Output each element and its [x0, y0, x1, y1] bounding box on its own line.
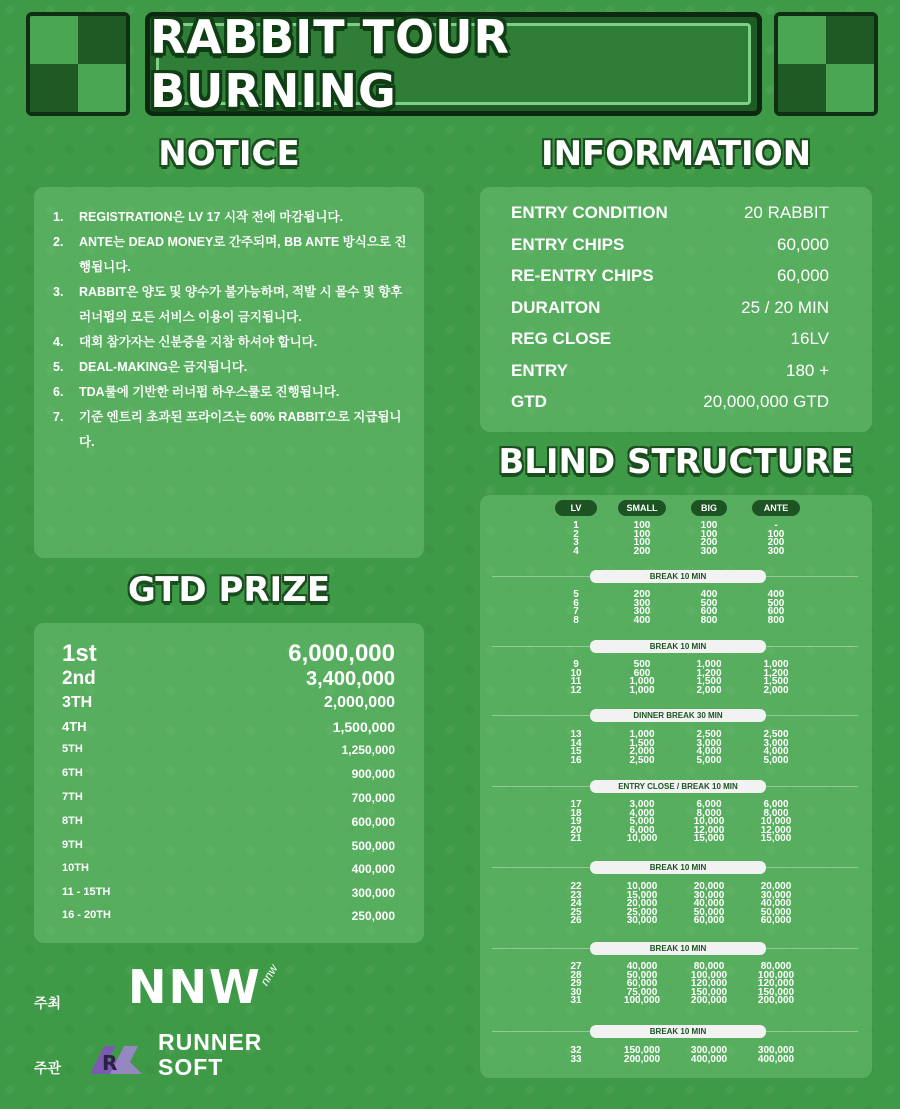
- blind-cell: 25,000: [626, 906, 658, 918]
- blind-cell: 14: [570, 737, 582, 749]
- blind-cell: 400,000: [757, 1053, 795, 1065]
- blind-cell: 100: [633, 520, 651, 531]
- notice-item-number: 5.: [53, 360, 64, 374]
- information-key: ENTRY: [511, 360, 568, 380]
- blind-break-label: ENTRY CLOSE / BREAK 10 MIN: [590, 780, 766, 793]
- blind-cell: 2: [573, 528, 579, 540]
- title-banner: [145, 12, 762, 116]
- blind-cell: 60,000: [760, 915, 792, 927]
- prize-amount: 400,000: [351, 862, 395, 876]
- runnersoft-line1: RUNNER: [158, 1029, 263, 1055]
- information-value: 20,000,000 GTD: [703, 392, 829, 411]
- blind-cell: 23: [570, 889, 582, 901]
- runnersoft-logo-icon: [86, 1040, 146, 1080]
- blind-cell: 6,000: [763, 799, 789, 810]
- notice-item: [53, 280, 413, 330]
- notice-item-text: RABBIT은 양도 및 양수가 불가능하며, 적발 시 몰수 및 향후 러너펍의 모든 서비스 이용이 금지됩니다.: [79, 285, 403, 324]
- prize-row: [62, 640, 395, 668]
- blind-cell: 120,000: [690, 978, 728, 990]
- blind-cell: 33: [570, 1053, 582, 1065]
- information-heading: INFORMATION: [540, 134, 812, 174]
- information-key: ENTRY CHIPS: [511, 234, 625, 254]
- blind-cell: 1,000: [763, 659, 789, 670]
- blind-break-label: BREAK 10 MIN: [590, 640, 766, 653]
- notice-item: [53, 355, 413, 380]
- blind-cell: 150,000: [623, 1045, 661, 1056]
- blind-cell: 16: [570, 754, 582, 766]
- information-key: ENTRY CONDITION: [511, 203, 668, 222]
- information-row: [511, 235, 829, 255]
- blind-cell: 31: [570, 995, 582, 1007]
- notice-item-text: DEAL-MAKING은 금지됩니다.: [79, 360, 248, 374]
- blind-cell: 4,000: [696, 746, 722, 758]
- blind-cell: 10: [570, 667, 582, 679]
- information-key: REG CLOSE: [511, 329, 612, 348]
- blind-header-cell: ANTE: [752, 500, 800, 516]
- blind-cell: 10,000: [626, 881, 658, 892]
- blind-cell: 1,200: [763, 667, 789, 679]
- blind-cell: 27: [570, 961, 582, 972]
- blind-cell: 300,000: [690, 1045, 728, 1056]
- prize-place: 2nd: [62, 668, 96, 689]
- prize-row: [62, 694, 395, 712]
- blind-cell: 400: [700, 589, 718, 600]
- blind-cell: 2,000: [763, 684, 789, 696]
- blind-cell: 40,000: [760, 898, 792, 910]
- notice-item-text: TDA룰에 기반한 러너펍 하우스룰로 진행됩니다.: [79, 385, 340, 399]
- prize-amount: 300,000: [351, 886, 395, 900]
- blind-cell: 19: [570, 816, 582, 828]
- blind-cell: 15,000: [760, 833, 792, 845]
- prize-place: 5TH: [62, 743, 83, 755]
- notice-item-text: 기준 엔트리 초과된 프라이즈는 60% RABBIT으로 지급됩니다.: [79, 410, 402, 449]
- prize-amount: 700,000: [351, 791, 395, 805]
- blind-cell: 80,000: [693, 961, 725, 972]
- blind-cell: 120,000: [757, 978, 795, 990]
- blind-cell: 10,000: [760, 816, 792, 828]
- page-title: RABBIT TOUR BURNING: [150, 10, 510, 118]
- blind-cell: 13: [570, 729, 582, 740]
- information-value: 20 RABBIT: [743, 203, 829, 222]
- blind-cell: 100: [700, 520, 718, 531]
- blind-cell: 8: [573, 614, 579, 626]
- blind-cell: 20,000: [760, 881, 792, 892]
- blind-cell: 20,000: [626, 898, 658, 910]
- blind-cell: 3,000: [763, 737, 789, 749]
- prize-place: 6TH: [62, 767, 83, 779]
- blind-cell: 6,000: [696, 799, 722, 810]
- prize-amount: 3,400,000: [306, 668, 395, 690]
- checker-logo-left: [26, 12, 130, 116]
- blind-cell: 30,000: [626, 915, 658, 927]
- blind-cell: 600: [633, 667, 651, 679]
- blind-cell: 4,000: [629, 807, 655, 819]
- blind-cell: 7: [573, 606, 579, 618]
- svg-text:R: R: [102, 1051, 118, 1075]
- prize-row: [62, 886, 395, 900]
- notice-item: [53, 230, 413, 280]
- blind-cell: 12: [570, 684, 582, 696]
- blind-cell: 25: [570, 906, 582, 918]
- nnw-logo-text: NNW: [128, 960, 262, 1014]
- blind-cell: 100: [633, 528, 651, 540]
- blind-cell: 3,000: [629, 799, 655, 810]
- prize-row: [62, 719, 395, 735]
- blind-cell: 5,000: [629, 816, 655, 828]
- prize-place: 4TH: [62, 719, 87, 734]
- notice-item-number: 6.: [53, 385, 64, 399]
- blind-cell: 15,000: [693, 833, 725, 845]
- information-value: 16LV: [790, 329, 829, 348]
- blind-cell: 1,500: [763, 676, 789, 688]
- blind-cell: 50,000: [760, 906, 792, 918]
- blind-cell: 200,000: [623, 1053, 661, 1065]
- blind-cell: 400: [767, 589, 785, 600]
- prize-amount: 600,000: [351, 815, 395, 829]
- blind-cell: 100: [633, 537, 651, 549]
- blind-cell: 200: [633, 545, 651, 557]
- blind-header-cell: LV: [555, 500, 597, 516]
- information-row: [511, 392, 829, 412]
- blind-cell: 22: [570, 881, 582, 892]
- nnw-logo-subtext: nnw: [257, 961, 281, 989]
- blind-cell: 300,000: [757, 1045, 795, 1056]
- blind-cell: 17: [570, 799, 582, 810]
- notice-item-text: ANTE는 DEAD MONEY로 간주되며, BB ANTE 방식으로 진행됩니다.: [79, 235, 407, 274]
- blind-cell: 9: [573, 659, 579, 670]
- blind-cell: 300: [633, 597, 651, 609]
- blind-cell: 10,000: [626, 833, 658, 845]
- blind-cell: 100: [700, 528, 718, 540]
- blind-cell: 20: [570, 824, 582, 836]
- prize-place: 16 - 20TH: [62, 909, 111, 921]
- runnersoft-line2: SOFT: [158, 1054, 224, 1080]
- blind-cell: 400: [633, 614, 651, 626]
- prize-amount: 6,000,000: [288, 640, 395, 667]
- information-value: 60,000: [777, 266, 829, 285]
- blind-cell: 60,000: [626, 978, 658, 990]
- prize-row: [62, 791, 395, 805]
- information-key: DURAITON: [511, 297, 601, 317]
- information-row: [511, 329, 829, 349]
- prize-amount: 1,500,000: [332, 719, 395, 735]
- blind-cell: 10,000: [693, 816, 725, 828]
- blind-cell: 500: [700, 597, 718, 609]
- prize-place: 9TH: [62, 839, 83, 851]
- notice-item-number: 7.: [53, 410, 64, 424]
- information-row: [511, 298, 829, 318]
- blind-cell: 1,000: [696, 659, 722, 670]
- blind-cell: 150,000: [690, 986, 728, 998]
- blind-cell: 2,000: [629, 746, 655, 758]
- checker-logo-right: [774, 12, 878, 116]
- blind-cell: 200: [633, 589, 651, 600]
- host-label: 주최: [34, 995, 62, 1011]
- blind-cell: 800: [700, 614, 718, 626]
- blind-cell: 80,000: [760, 961, 792, 972]
- blind-cell: 400,000: [690, 1053, 728, 1065]
- blind-cell: 40,000: [626, 961, 658, 972]
- notice-item: [53, 205, 413, 230]
- blind-cell: 2,500: [629, 754, 655, 766]
- blind-cell: 100: [767, 528, 785, 540]
- notice-list: [53, 205, 413, 455]
- blind-cell: 100,000: [690, 969, 728, 981]
- blind-header-cell: BIG: [691, 500, 727, 516]
- notice-item-text: REGISTRATION은 LV 17 시작 전에 마감됩니다.: [79, 210, 344, 224]
- blind-cell: 800: [767, 614, 785, 626]
- prize-amount: 500,000: [351, 839, 395, 853]
- notice-item: [53, 380, 413, 405]
- blind-cell: 5,000: [696, 754, 722, 766]
- blind-cell: 18: [570, 807, 582, 819]
- blind-break-label: BREAK 10 MIN: [590, 942, 766, 955]
- blind-cell: 500: [633, 659, 651, 670]
- blind-cell: 28: [570, 969, 582, 981]
- notice-item-number: 2.: [53, 235, 64, 249]
- notice-item-number: 3.: [53, 285, 64, 299]
- blind-cell: 20,000: [693, 881, 725, 892]
- blind-cell: 30,000: [760, 889, 792, 901]
- prize-amount: 1,250,000: [341, 743, 395, 757]
- blind-cell: 4: [573, 545, 579, 557]
- prize-row: [62, 668, 395, 691]
- prize-row: [62, 909, 395, 923]
- blind-cell: 3: [573, 537, 579, 549]
- blind-cell: 2,500: [696, 729, 722, 740]
- prize-row: [62, 815, 395, 829]
- blind-cell: 30: [570, 986, 582, 998]
- prize-row: [62, 743, 395, 757]
- blind-cell: 8,000: [763, 807, 789, 819]
- runnersoft-logo-text: [158, 1030, 262, 1080]
- notice-heading: NOTICE: [158, 134, 300, 174]
- blind-cell: 5: [573, 589, 579, 600]
- blind-cell: 11: [570, 676, 582, 688]
- nnw-logo: [128, 962, 288, 1012]
- prize-place: 3TH: [62, 694, 93, 711]
- blind-cell: 300: [633, 606, 651, 618]
- blind-cell: 1,000: [629, 729, 655, 740]
- blind-cell: 26: [570, 915, 582, 927]
- blind-cell: 32: [570, 1045, 582, 1056]
- information-value: 180 +: [785, 360, 829, 380]
- blind-cell: 1,000: [629, 676, 655, 688]
- prize-row: [62, 839, 395, 853]
- blind-cell: 200,000: [757, 995, 795, 1007]
- prize-place: 10TH: [62, 862, 89, 874]
- blind-cell: 5,000: [763, 754, 789, 766]
- blind-cell: 15,000: [626, 889, 658, 901]
- blind-cell: 24: [570, 898, 582, 910]
- blind-cell: 200,000: [690, 995, 728, 1007]
- organizer-label: 주관: [34, 1060, 62, 1076]
- blind-cell: 21: [570, 833, 582, 845]
- prize-row: [62, 862, 395, 876]
- notice-item-text: 대회 참가자는 신분증을 지참 하셔야 합니다.: [79, 335, 318, 349]
- blind-cell: 600: [700, 606, 718, 618]
- prize-place: 7TH: [62, 791, 83, 803]
- blind-cell: 4,000: [763, 746, 789, 758]
- blind-cell: 1,200: [696, 667, 722, 679]
- prize-heading: GTD PRIZE: [127, 570, 331, 610]
- prize-amount: 900,000: [351, 767, 395, 781]
- blind-cell: 12,000: [693, 824, 725, 836]
- blind-break-label: BREAK 10 MIN: [590, 1025, 766, 1038]
- notice-item: [53, 405, 413, 455]
- blind-cell: 40,000: [693, 898, 725, 910]
- blind-cell: -: [774, 520, 778, 531]
- blind-cell: 150,000: [757, 986, 795, 998]
- blind-cell: 6,000: [629, 824, 655, 836]
- prize-place: 11 - 15TH: [62, 886, 111, 898]
- blind-cell: 3,000: [696, 737, 722, 749]
- information-key: RE-ENTRY CHIPS: [511, 266, 654, 285]
- notice-item-number: 4.: [53, 335, 64, 349]
- blind-cell: 6: [573, 597, 579, 609]
- blind-heading: BLIND STRUCTURE: [498, 442, 854, 482]
- prize-place: 8TH: [62, 815, 83, 827]
- information-value: 60,000: [777, 234, 829, 254]
- blind-cell: 200: [767, 537, 785, 549]
- notice-item-number: 1.: [53, 210, 64, 224]
- blind-cell: 1: [573, 520, 579, 531]
- information-row: [511, 266, 829, 286]
- blind-cell: 30,000: [693, 889, 725, 901]
- blind-cell: 75,000: [626, 986, 658, 998]
- blind-cell: 15: [570, 746, 582, 758]
- information-row: [511, 203, 829, 223]
- blind-cell: 60,000: [693, 915, 725, 927]
- notice-item: [53, 330, 413, 355]
- blind-cell: 300: [700, 545, 718, 557]
- blind-cell: 1,000: [629, 684, 655, 696]
- blind-cell: 200: [700, 537, 718, 549]
- blind-cell: 100,000: [757, 969, 795, 981]
- blind-cell: 29: [570, 978, 582, 990]
- prize-amount: 2,000,000: [323, 694, 395, 711]
- blind-cell: 1,500: [629, 737, 655, 749]
- blind-cell: 1,500: [696, 676, 722, 688]
- prize-row: [62, 767, 395, 781]
- blind-cell: 8,000: [696, 807, 722, 819]
- blind-break-label: BREAK 10 MIN: [590, 570, 766, 583]
- information-value: 25 / 20 MIN: [741, 297, 829, 317]
- blind-cell: 2,000: [696, 684, 722, 696]
- blind-cell: 600: [767, 606, 785, 618]
- blind-cell: 50,000: [626, 969, 658, 981]
- blind-cell: 2,500: [763, 729, 789, 740]
- blind-break-label: DINNER BREAK 30 MIN: [590, 709, 766, 722]
- information-key: GTD: [511, 392, 547, 411]
- blind-cell: 100,000: [623, 995, 661, 1007]
- blind-cell: 12,000: [760, 824, 792, 836]
- information-row: [511, 361, 829, 381]
- prize-place: 1st: [62, 640, 97, 667]
- blind-header-cell: SMALL: [618, 500, 666, 516]
- blind-cell: 50,000: [693, 906, 725, 918]
- blind-break-label: BREAK 10 MIN: [590, 861, 766, 874]
- blind-cell: 300: [767, 545, 785, 557]
- prize-amount: 250,000: [351, 909, 395, 923]
- blind-cell: 500: [767, 597, 785, 609]
